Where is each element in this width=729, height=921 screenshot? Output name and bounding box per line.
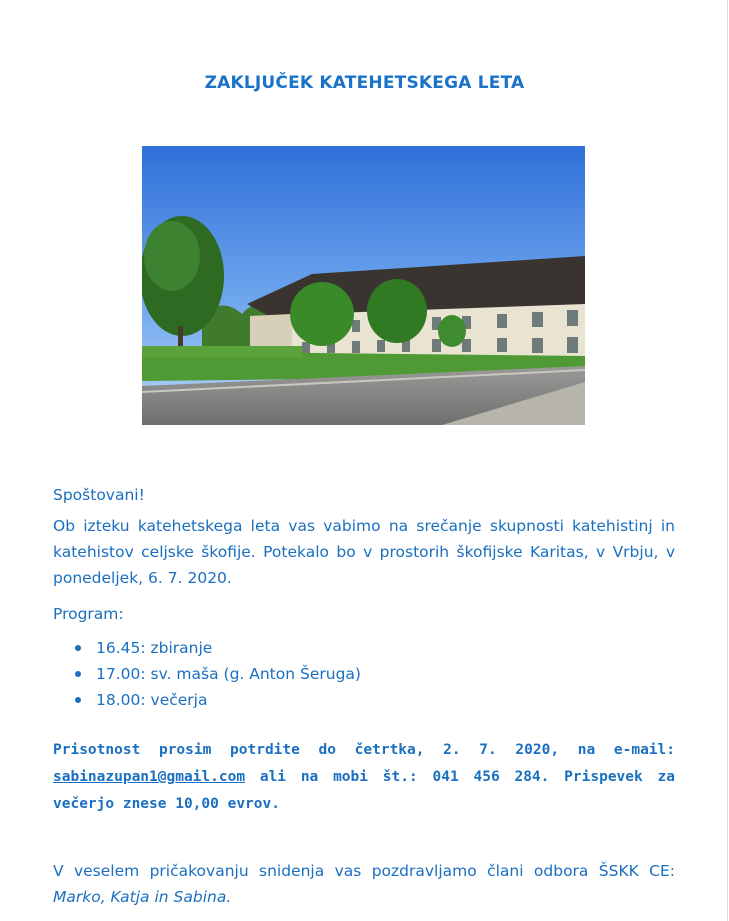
program-list: [53, 635, 361, 713]
list-item: [53, 635, 361, 661]
list-item: [53, 661, 361, 687]
bullet-icon: [75, 671, 81, 677]
confirm-text-start: Prisotnost prosim potrdite do četrtka, 2. 7. 2020, na e-mail:: [53, 742, 675, 758]
building-photo: [142, 146, 585, 425]
closing-paragraph: [53, 858, 675, 910]
bullet-icon: [75, 697, 81, 703]
program-label: Program:: [53, 605, 124, 623]
program-item-text: 17.00: sv. maša (g. Anton Šeruga): [96, 665, 361, 683]
bullet-icon: [75, 645, 81, 651]
greeting: Spoštovani!: [53, 486, 145, 504]
document-title: ZAKLJUČEK KATEHETSKEGA LETA: [204, 73, 525, 93]
signatures: Marko, Katja in Sabina.: [53, 888, 232, 906]
program-item-text: 16.45: zbiranje: [96, 639, 213, 657]
confirm-text-end: ali na mobi št.: 041 456 284. Prispevek za večerjo znese 10,00 evrov.: [53, 769, 675, 812]
program-item-text: 18.00: večerja: [96, 691, 208, 709]
list-item: [53, 687, 361, 713]
email-link[interactable]: sabinazupan1@gmail.com: [53, 769, 246, 785]
intro-paragraph: Ob izteku katehetskega leta vas vabimo na srečanje skupnosti katehistinj in katehistov celjske škofije. Potekalo bo v prostorih škofijske Karitas, v Vrbju, v ponedeljek, 6. 7. 2020.: [53, 517, 675, 587]
closing-text: V veselem pričakovanju snidenja vas pozdravljamo člani odbora ŠSKK CE:: [53, 862, 675, 880]
confirmation-paragraph: [53, 737, 675, 818]
